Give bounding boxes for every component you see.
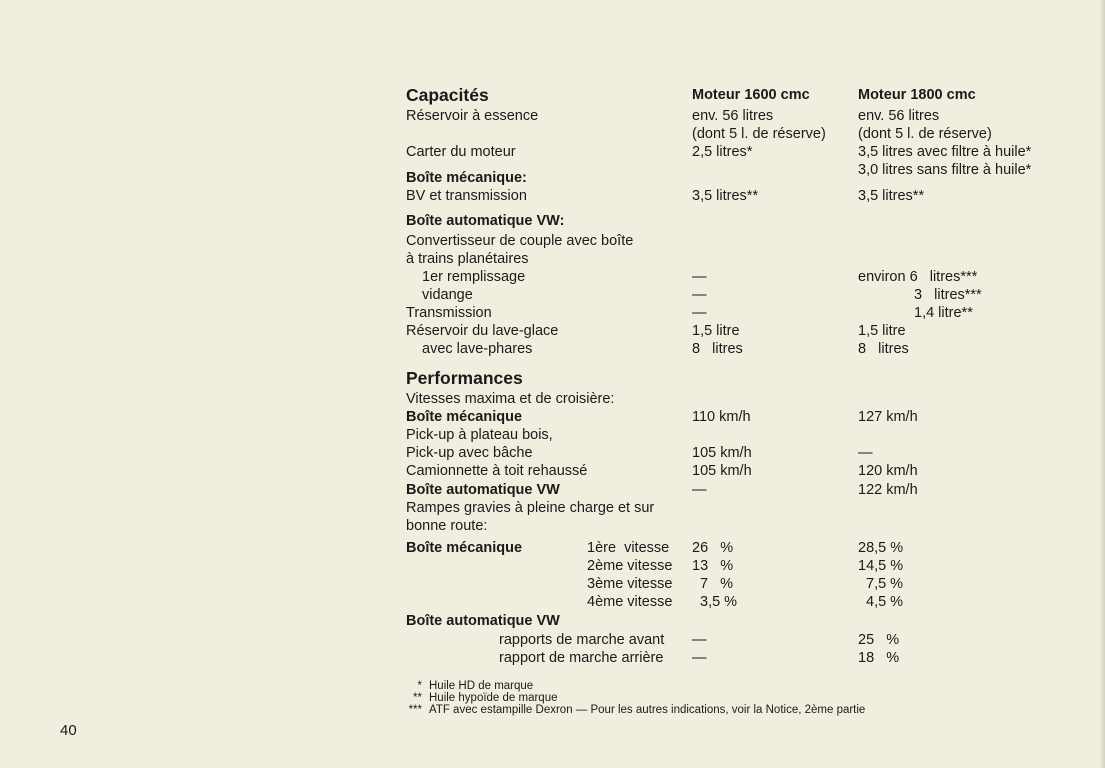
rampes-mecanique-gear-2: 2ème vitesse: [587, 558, 673, 574]
capacites-title: Capacités: [406, 85, 489, 105]
rampes-mecanique-1800-3: 7,5 %: [866, 576, 904, 592]
bv-transmission-label: BV et transmission: [406, 188, 527, 204]
camionnette-1800: 120 km/h: [858, 463, 918, 479]
lave-glace-1600: 1,5 litre: [692, 323, 740, 339]
rampes-mecanique-1800-1: 28,5 %: [858, 540, 904, 556]
transmission-1800: 1,4 litre**: [914, 305, 973, 321]
boite-automatique-heading: Boîte automatique VW:: [406, 213, 565, 229]
reservoir-essence-label: Réservoir à essence: [406, 108, 539, 124]
lave-phares-label: avec lave-phares: [422, 341, 533, 357]
lave-glace-1800: 1,5 litre: [858, 323, 906, 339]
convertisseur-line2: à trains planétaires: [406, 251, 529, 267]
premier-remplissage-1800: environ 6 litres***: [858, 269, 978, 285]
boite-automatique-speed-label: Boîte automatique VW: [406, 482, 560, 498]
rampes-mecanique-1600-3: 7 %: [700, 576, 734, 592]
reservoir-essence-1600-line2: (dont 5 l. de réserve): [692, 126, 826, 142]
camionnette-label: Camionnette à toit rehaussé: [406, 463, 588, 479]
camionnette-1600: 105 km/h: [692, 463, 752, 479]
footnote-text-1: Huile HD de marque: [429, 680, 534, 692]
pickup-bache-1600: 105 km/h: [692, 445, 752, 461]
carter-1800-line1: 3,5 litres avec filtre à huile*: [858, 144, 1032, 160]
rampes-automatique-1600-1: —: [692, 632, 707, 648]
reservoir-essence-1800-line1: env. 56 litres: [858, 108, 940, 124]
premier-remplissage-1600: —: [692, 269, 707, 285]
footnote-text-2: Huile hypoïde de marque: [429, 692, 558, 704]
footnote-mark-3: ***: [408, 704, 422, 716]
transmission-1600: —: [692, 305, 707, 321]
boite-mecanique-speed-label: Boîte mécanique: [406, 409, 523, 425]
lave-phares-1800: 8 litres: [858, 341, 909, 357]
rampes-mecanique-1800-2: 14,5 %: [858, 558, 904, 574]
rampes-automatique-1800-1: 25 %: [858, 632, 900, 648]
boite-automatique-speed-1800: 122 km/h: [858, 482, 918, 498]
column-header-1800: Moteur 1800 cmc: [858, 87, 976, 103]
transmission-label: Transmission: [406, 305, 492, 321]
rampes-line1: Rampes gravies à pleine charge et sur: [406, 500, 655, 516]
column-header-1600: Moteur 1600 cmc: [692, 87, 810, 103]
rampes-mecanique-gear-1: 1ère vitesse: [587, 540, 670, 556]
rampes-automatique-gear-1: rapports de marche avant: [499, 632, 665, 648]
rampes-mecanique-gear-4: 4ème vitesse: [587, 594, 673, 610]
performances-title: Performances: [406, 368, 523, 388]
bv-transmission-1800: 3,5 litres**: [858, 188, 925, 204]
convertisseur-line1: Convertisseur de couple avec boîte: [406, 233, 634, 249]
rampes-automatique-1800-2: 18 %: [858, 650, 900, 666]
carter-1800-line2: 3,0 litres sans filtre à huile*: [858, 162, 1032, 178]
lave-phares-1600: 8 litres: [692, 341, 743, 357]
vidange-label: vidange: [422, 287, 473, 303]
rampes-mecanique-1600-1: 26 %: [692, 540, 734, 556]
premier-remplissage-label: 1er remplissage: [422, 269, 526, 285]
pickup-bache-1800: —: [858, 445, 873, 461]
carter-1600: 2,5 litres*: [692, 144, 753, 160]
page-number: 40: [60, 722, 77, 739]
rampes-line2: bonne route:: [406, 518, 488, 534]
rampes-mecanique-1800-4: 4,5 %: [866, 594, 904, 610]
rampes-mecanique-1600-2: 13 %: [692, 558, 734, 574]
vidange-1800: 3 litres***: [914, 287, 982, 303]
vidange-1600: —: [692, 287, 707, 303]
reservoir-essence-1600-line1: env. 56 litres: [692, 108, 774, 124]
boite-mecanique-heading: Boîte mécanique:: [406, 170, 527, 186]
pickup-bois-label: Pick-up à plateau bois,: [406, 427, 553, 443]
page-edge-shadow: [1099, 0, 1105, 768]
rampes-mecanique-1600-4: 3,5 %: [700, 594, 738, 610]
footnote-text-3: ATF avec estampille Dexron — Pour les autres indications, voir la Notice, 2ème partie: [429, 704, 866, 716]
footnote-mark-1: *: [417, 680, 422, 692]
pickup-bache-label: Pick-up avec bâche: [406, 445, 533, 461]
rampes-mecanique-gear-3: 3ème vitesse: [587, 576, 673, 592]
boite-mecanique-speed-1800: 127 km/h: [858, 409, 918, 425]
rampes-mecanique-label: Boîte mécanique: [406, 540, 523, 556]
boite-automatique-speed-1600: —: [692, 482, 707, 498]
reservoir-essence-1800-line2: (dont 5 l. de réserve): [858, 126, 992, 142]
boite-mecanique-speed-1600: 110 km/h: [692, 409, 751, 425]
footnote-mark-2: **: [413, 692, 422, 704]
rampes-automatique-1600-2: —: [692, 650, 707, 666]
vitesses-label: Vitesses maxima et de croisière:: [406, 391, 615, 407]
rampes-automatique-label: Boîte automatique VW: [406, 613, 560, 629]
rampes-automatique-gear-2: rapport de marche arrière: [499, 650, 664, 666]
bv-transmission-1600: 3,5 litres**: [692, 188, 759, 204]
lave-glace-label: Réservoir du lave-glace: [406, 323, 559, 339]
carter-label: Carter du moteur: [406, 144, 516, 160]
